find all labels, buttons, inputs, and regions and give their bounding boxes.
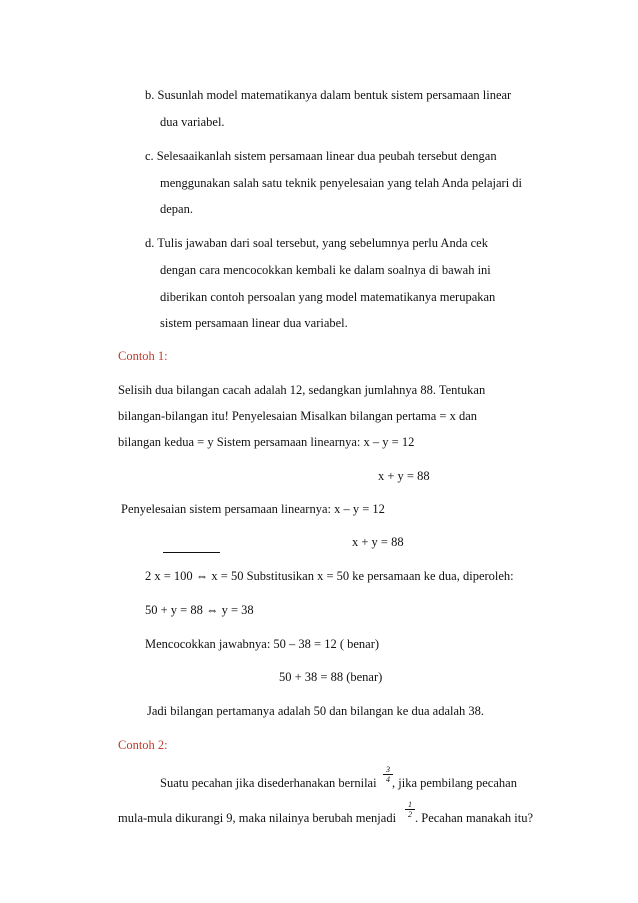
fraction-1-denominator: 4	[383, 774, 393, 784]
check-step-2: 50 + 38 = 88 (benar)	[279, 670, 383, 684]
elimination-step: 2 x = 100 ⇔ x = 50 Substitusikan x = 50 ke persamaan ke dua, diperoleh:	[145, 569, 514, 583]
fraction-1-numerator: 3	[386, 765, 390, 774]
fraction-one-half	[405, 800, 415, 819]
fraction-2-numerator: 1	[408, 800, 412, 809]
contoh-1-heading: Contoh 1:	[118, 349, 168, 363]
solution-intro: Penyelesaian sistem persamaan linearnya: x – y = 12	[121, 502, 385, 516]
item-b-line2: dua variabel.	[160, 115, 225, 129]
fraction-2-denominator: 2	[405, 809, 415, 819]
addition-rule	[163, 552, 220, 553]
contoh-1-paragraph-line3: bilangan kedua = y Sistem persamaan linearnya: x – y = 12	[118, 435, 415, 449]
check-step-1: Mencocokkan jawabnya: 50 – 38 = 12 ( benar)	[145, 637, 380, 651]
item-d-line3: diberikan contoh persoalan yang model matematikanya merupakan	[160, 290, 496, 304]
contoh-1-paragraph-line1: Selisih dua bilangan cacah adalah 12, sedangkan jumlahnya 88. Tentukan	[118, 383, 486, 397]
contoh-2-line1-tail: , jika pembilang pecahan	[392, 776, 517, 790]
contoh-2-line2: mula-mula dikurangi 9, maka nilainya berubah menjadi	[118, 811, 397, 825]
item-c-line1: c. Selesaaikanlah sistem persamaan linear dua peubah tersebut dengan	[145, 149, 497, 163]
item-d-line2: dengan cara mencocokkan kembali ke dalam soalnya di bawah ini	[160, 263, 491, 277]
contoh-2-line1	[160, 775, 377, 791]
contoh-2-line2-tail: . Pecahan manakah itu?	[415, 811, 534, 825]
conclusion: Jadi bilangan pertamanya adalah 50 dan bilangan ke dua adalah 38.	[147, 704, 485, 718]
item-c-line3: depan.	[160, 202, 193, 216]
contoh-1-paragraph-line2: bilangan-bilangan itu! Penyelesaian Misalkan bilangan pertama = x dan	[118, 409, 478, 423]
contoh-2-heading: Contoh 2:	[118, 738, 168, 752]
contoh-2-line1-text: Suatu pecahan jika disederhanakan bernilai	[160, 776, 377, 790]
item-d-line1: d. Tulis jawaban dari soal tersebut, yang sebelumnya perlu Anda cek	[145, 236, 488, 250]
equation-sum-2: x + y = 88	[352, 535, 404, 549]
item-d-line4: sistem persamaan linear dua variabel.	[160, 316, 348, 330]
substitution-step: 50 + y = 88 ⇔ y = 38	[145, 603, 254, 617]
item-b-line1: b. Susunlah model matematikanya dalam bentuk sistem persamaan linear	[145, 88, 512, 102]
equation-sum-1: x + y = 88	[378, 469, 430, 483]
item-c-line2: menggunakan salah satu teknik penyelesaian yang telah Anda pelajari di	[160, 176, 523, 190]
